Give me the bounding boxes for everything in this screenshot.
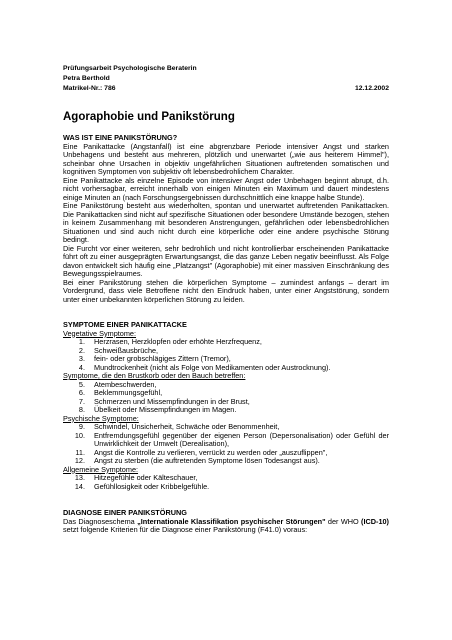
item-number: 9.: [78, 422, 85, 431]
item-number: 2.: [78, 345, 85, 355]
item-number: 5.: [78, 379, 85, 389]
symptom-group-label: Symptome, die den Brustkorb oder den Bauch betreffen:: [63, 371, 246, 380]
item-text: Atembeschwerden,: [94, 379, 157, 389]
spacer: [63, 304, 389, 321]
paragraph: Eine Panikattacke (Angstanfall) ist eine abgrenzbare Periode intensiver Angst und starken Unbehagens und besteht aus mehreren, plötzlich und unerwartet („wie aus heiterem Himmel"), scheinbar ohne Ursachen in objektiv ungefährlichen Situationen auftretenden somatischen und kognitiven Symptomen von subjektiv oft lebensbedrohlichem Charakter.: [63, 141, 389, 176]
icd-code: (ICD-10): [361, 516, 389, 526]
item-number: 6.: [78, 388, 85, 397]
symptom-group-label: Psychische Symptome:: [63, 413, 139, 423]
diagnosis-intro: [63, 518, 389, 535]
paragraph: Die Furcht vor einer weiteren, sehr bedrohlich und nicht kontrollierbar erscheinenden Panikattacke führt oft zu einer ausgeprägten Erwartungsangst, die das ganze Leben negativ beeinflusst. Als Folge davon entwickelt sich häufig eine „Platzangst" (Agoraphobie) mit einer massiven Einschränkung des Bewegungsspielraumes.: [63, 243, 389, 278]
item-text: Mundtrockenheit (nicht als Folge von Medikamenten oder Austrocknung).: [94, 362, 331, 372]
paragraph: Eine Panikattacke als einzelne Episode von intensiver Angst oder Unbehagen beginnt abrupt, d.h. nicht vorhersagbar, erreicht innerhalb von einigen Minuten ein Maximum und dauert mindestens einige Minuten an (nach Forschungsergebnissen durchschnittlich eine knappe halbe Stunde).: [63, 175, 389, 202]
item-text: Herzrasen, Herzklopfen oder erhöhte Herzfrequenz,: [94, 337, 262, 346]
symptom-list: [63, 423, 389, 466]
item-number: 8.: [78, 405, 85, 414]
section-heading-diagnosis: DIAGNOSE EINER PANIKSTÖRUNG: [63, 508, 187, 517]
spacer: [63, 491, 389, 509]
document-header: [63, 64, 389, 94]
item-text: Übelkeit oder Missempfindungen im Magen.: [94, 405, 237, 414]
intro-text: der WHO: [325, 516, 362, 526]
section-heading-what-is: WAS IST EINE PANIKSTÖRUNG?: [63, 133, 178, 142]
item-number: 12.: [74, 456, 85, 465]
item-text: Schwindel, Unsicherheit, Schwäche oder Benommenheit,: [94, 422, 280, 431]
paragraph: Eine Panikstörung besteht aus wiederholten, spontan und unerwartet auftretenden Panikattacken. Die Panikattacken sind nicht auf spezifische Situationen oder besondere Umstände bezogen, stehen in keinem Zusammenhang mit besonderen Anstrengungen, gefährlichen oder lebensbedrohlichen Situationen und sind auch nicht durch eine körperliche oder eine andere psychische Störung bedingt.: [63, 201, 389, 244]
matrikel-number: Matrikel-Nr.: 786: [63, 85, 116, 92]
item-number: 14.: [74, 481, 85, 491]
header-line-2: Petra Berthold: [63, 75, 110, 82]
list-item: [63, 432, 389, 449]
item-number: 10.: [74, 430, 85, 440]
document-title: Agoraphobie und Panikstörung: [63, 111, 235, 123]
intro-text: setzt folgende Kriterien für die Diagnose einer Panikstörung (F41.0) voraus:: [63, 525, 308, 534]
item-text: Schweißausbrüche,: [94, 345, 159, 355]
icd-title: „Internationale Klassifikation psychischer Störungen": [137, 516, 326, 526]
section-heading-symptoms: SYMPTOME EINER PANIKATTACKE: [63, 320, 187, 329]
list-item: [63, 483, 389, 492]
symptom-list: [63, 338, 389, 372]
symptom-group-label: Allgemeine Symptome:: [63, 464, 139, 474]
item-text: fein- oder grobschlägiges Zittern (Tremor),: [94, 354, 231, 363]
item-number: 3.: [78, 354, 85, 363]
item-number: 11.: [75, 447, 85, 457]
symptom-list: [63, 381, 389, 415]
symptom-list: [63, 474, 389, 491]
item-text: Angst zu sterben (die auftretenden Symptome lösen Todesangst aus).: [94, 456, 320, 465]
item-number: 13.: [74, 473, 85, 482]
item-text: Beklemmungsgefühl,: [94, 388, 163, 397]
item-number: 7.: [78, 396, 85, 406]
intro-text: Das Diagnoseschema: [63, 516, 138, 526]
symptom-group-label: Vegetative Symptome:: [63, 328, 137, 338]
item-text: Gefühllosigkeit oder Kribbelgefühle.: [94, 481, 210, 491]
document-date: 12.12.2002: [354, 85, 389, 92]
item-text: Schmerzen und Missempfindungen in der Brust,: [94, 396, 250, 406]
header-row: [63, 84, 389, 94]
item-text: Angst die Kontrolle zu verlieren, verrückt zu werden oder „auszuflippen",: [94, 447, 328, 457]
header-line-1: Prüfungsarbeit Psychologische Beraterin: [63, 65, 197, 72]
item-number: 4.: [78, 362, 85, 372]
item-number: 1.: [78, 337, 85, 346]
document-body: [63, 134, 389, 535]
item-text: Entfremdungsgefühl gegenüber der eigenen Person (Depersonalisation) oder Gefühl der Unwirklichkeit der Umwelt (Derealisation),: [94, 430, 389, 448]
paragraph: Bei einer Panikstörung stehen die körperlichen Symptome – zumindest anfangs – derart im Vordergrund, dass viele Betroffene nicht den Eindruck haben, unter einer Angststörung, sondern unter einer unbekannten körperlichen Störung zu leiden.: [63, 277, 389, 304]
item-text: Hitzegefühle oder Kälteschauer,: [94, 473, 198, 482]
